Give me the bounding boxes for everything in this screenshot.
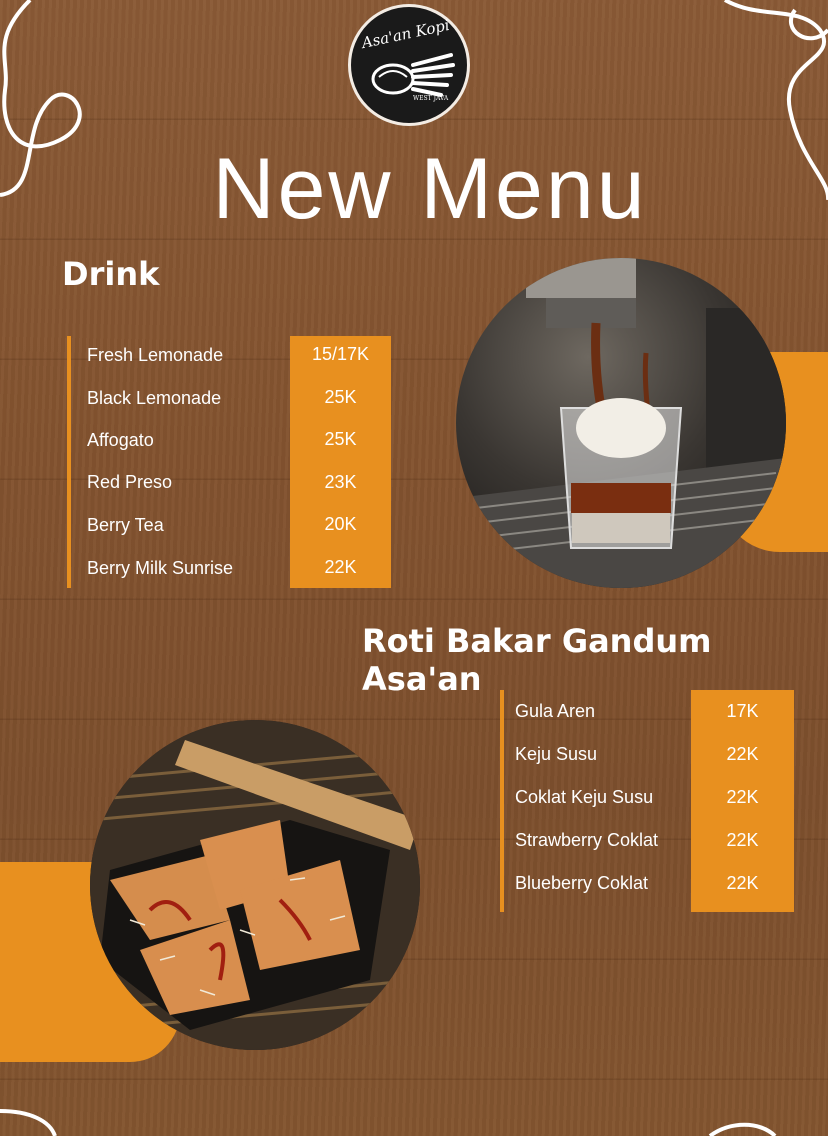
brand-logo [348, 4, 470, 126]
roti-price: 22K [726, 830, 759, 850]
page-title: New Menu [212, 141, 648, 237]
roti-divider [500, 690, 504, 912]
drink-item: Fresh Lemonade [87, 345, 224, 365]
swirl-decoration-bottom-right [700, 1116, 828, 1136]
roti-item: Keju Susu [515, 744, 598, 764]
roti-price: 22K [726, 744, 759, 764]
roti-heading: Roti Bakar Gandum Asa'an [362, 622, 712, 698]
roti-item: Gula Aren [515, 701, 596, 721]
logo-location: WEST JAVA [413, 95, 449, 102]
roti-bakar-photo [90, 720, 420, 1050]
roti-price: 22K [726, 787, 759, 807]
roti-item: Strawberry Coklat [515, 830, 659, 850]
affogato-illustration [456, 258, 786, 588]
drink-price: 15/17K [311, 344, 370, 364]
drink-item: Berry Tea [87, 515, 164, 535]
affogato-photo [456, 258, 786, 588]
roti-price: 22K [726, 873, 759, 893]
drink-price-column [290, 336, 391, 588]
drink-price: 20K [324, 514, 357, 534]
drink-item: Berry Milk Sunrise [87, 558, 234, 578]
drink-price: 25K [324, 387, 357, 407]
drink-divider [67, 336, 71, 588]
drink-item: Affogato [87, 430, 154, 450]
drink-item: Black Lemonade [87, 388, 222, 408]
toast-illustration [90, 720, 420, 1050]
roti-price: 17K [726, 701, 759, 721]
drink-item: Red Preso [87, 472, 173, 492]
roti-item: Blueberry Coklat [515, 873, 649, 893]
drink-heading: Drink [62, 255, 160, 293]
swirl-decoration-bottom-left [0, 1106, 60, 1136]
drink-price: 22K [324, 557, 357, 577]
logo-name: Asa'an Kopi [360, 15, 452, 53]
roti-item: Coklat Keju Susu [515, 787, 654, 807]
roti-price-column [691, 690, 794, 912]
drink-price: 23K [324, 472, 357, 492]
drink-price: 25K [324, 429, 357, 449]
